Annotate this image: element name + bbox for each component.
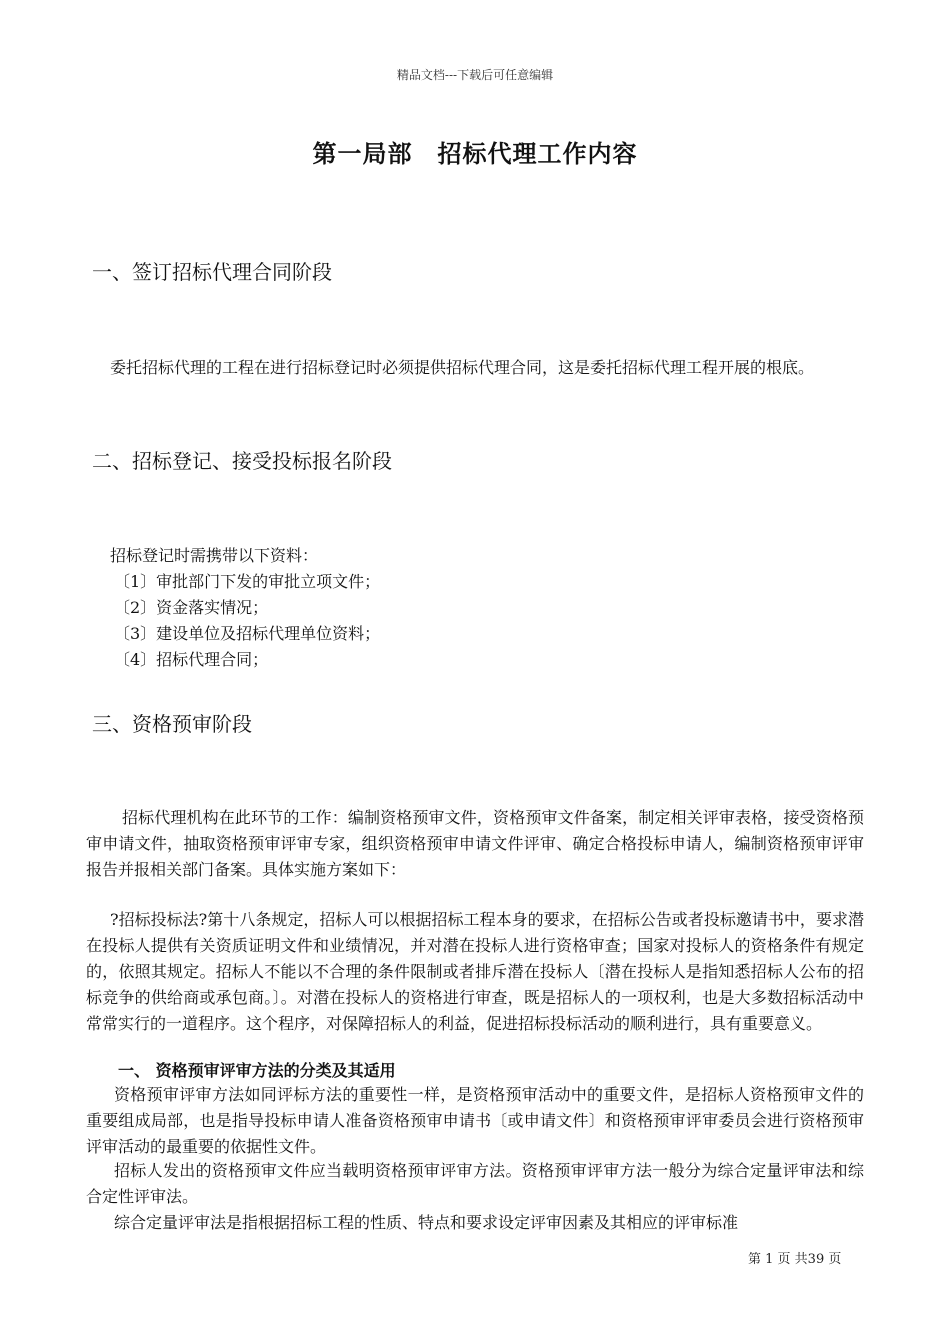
list-item: 〔3〕建设单位及招标代理单位资料； [114,624,381,643]
section-heading-3: 三、资格预审阶段 [92,712,252,736]
document-title: 第一局部 招标代理工作内容 [312,140,638,168]
subsection-paragraph-3: 综合定量评审法是指根据招标工程的性质、特点和要求设定评审因素及其相应的评审标准 [114,1213,739,1232]
section-heading-2: 二、招标登记、接受投标报名阶段 [92,449,392,473]
section-3-paragraph-1: 招标代理机构在此环节的工作：编制资格预审文件，资格预审文件备案，制定相关评审表格，接受资格预审申请文件，抽取资格预审评审专家，组织资格预审申请文件评审、确定合格投标申请人，编制资格预审评审报告并报相关部门备案。具体实施方案如下： [86,808,864,879]
subsection-paragraph-2: 招标人发出的资格预审文件应当载明资格预审评审方法。资格预审评审方法一般分为综合定量评审法和综合定性评审法。 [86,1161,864,1206]
list-item: 〔4〕招标代理合同； [114,650,269,669]
section-1-paragraph: 委托招标代理的工程在进行招标登记时必须提供招标代理合同，这是委托招标代理工程开展的根底。 [110,358,815,377]
materials-list [110,543,380,673]
list-item: 〔2〕资金落实情况； [114,598,269,617]
page-header: 精品文档---下载后可任意编辑 [396,68,554,82]
section-heading-1: 一、签订招标代理合同阶段 [92,260,332,284]
subsection-paragraph-1: 资格预审评审方法如同评标方法的重要性一样，是资格预审活动中的重要文件，是招标人资格预审文件的重要组成局部，也是指导投标申请人准备资格预审申请书〔或申请文件〕和资格预审评审委员会进行资格预审评审活动的最重要的依据性文件。 [86,1085,864,1156]
section-3-paragraph-2: ?招标投标法?第十八条规定，招标人可以根据招标工程本身的要求，在招标公告或者投标邀请书中，要求潜在投标人提供有关资质证明文件和业绩情况，并对潜在投标人进行资格审查；国家对投标人的资格条件有规定的，依照其规定。招标人不能以不合理的条件限制或者排斥潜在投标人〔潜在投标人是指知悉招标人公布的招标竞争的供给商或承包商。〕。对潜在投标人的资格进行审查，既是招标人的一项权利，也是大多数招标活动中常常实行的一道程序。这个程序，对保障招标人的利益，促进招标投标活动的顺利进行，具有重要意义。 [86,910,864,1033]
list-intro: 招标登记时需携带以下资料： [110,546,319,565]
list-item: 〔1〕审批部门下发的审批立项文件； [114,572,381,591]
subsection-heading: 一、 资格预审评审方法的分类及其适用 [118,1061,396,1080]
page-number: 第 1 页 共39 页 [748,1252,842,1267]
